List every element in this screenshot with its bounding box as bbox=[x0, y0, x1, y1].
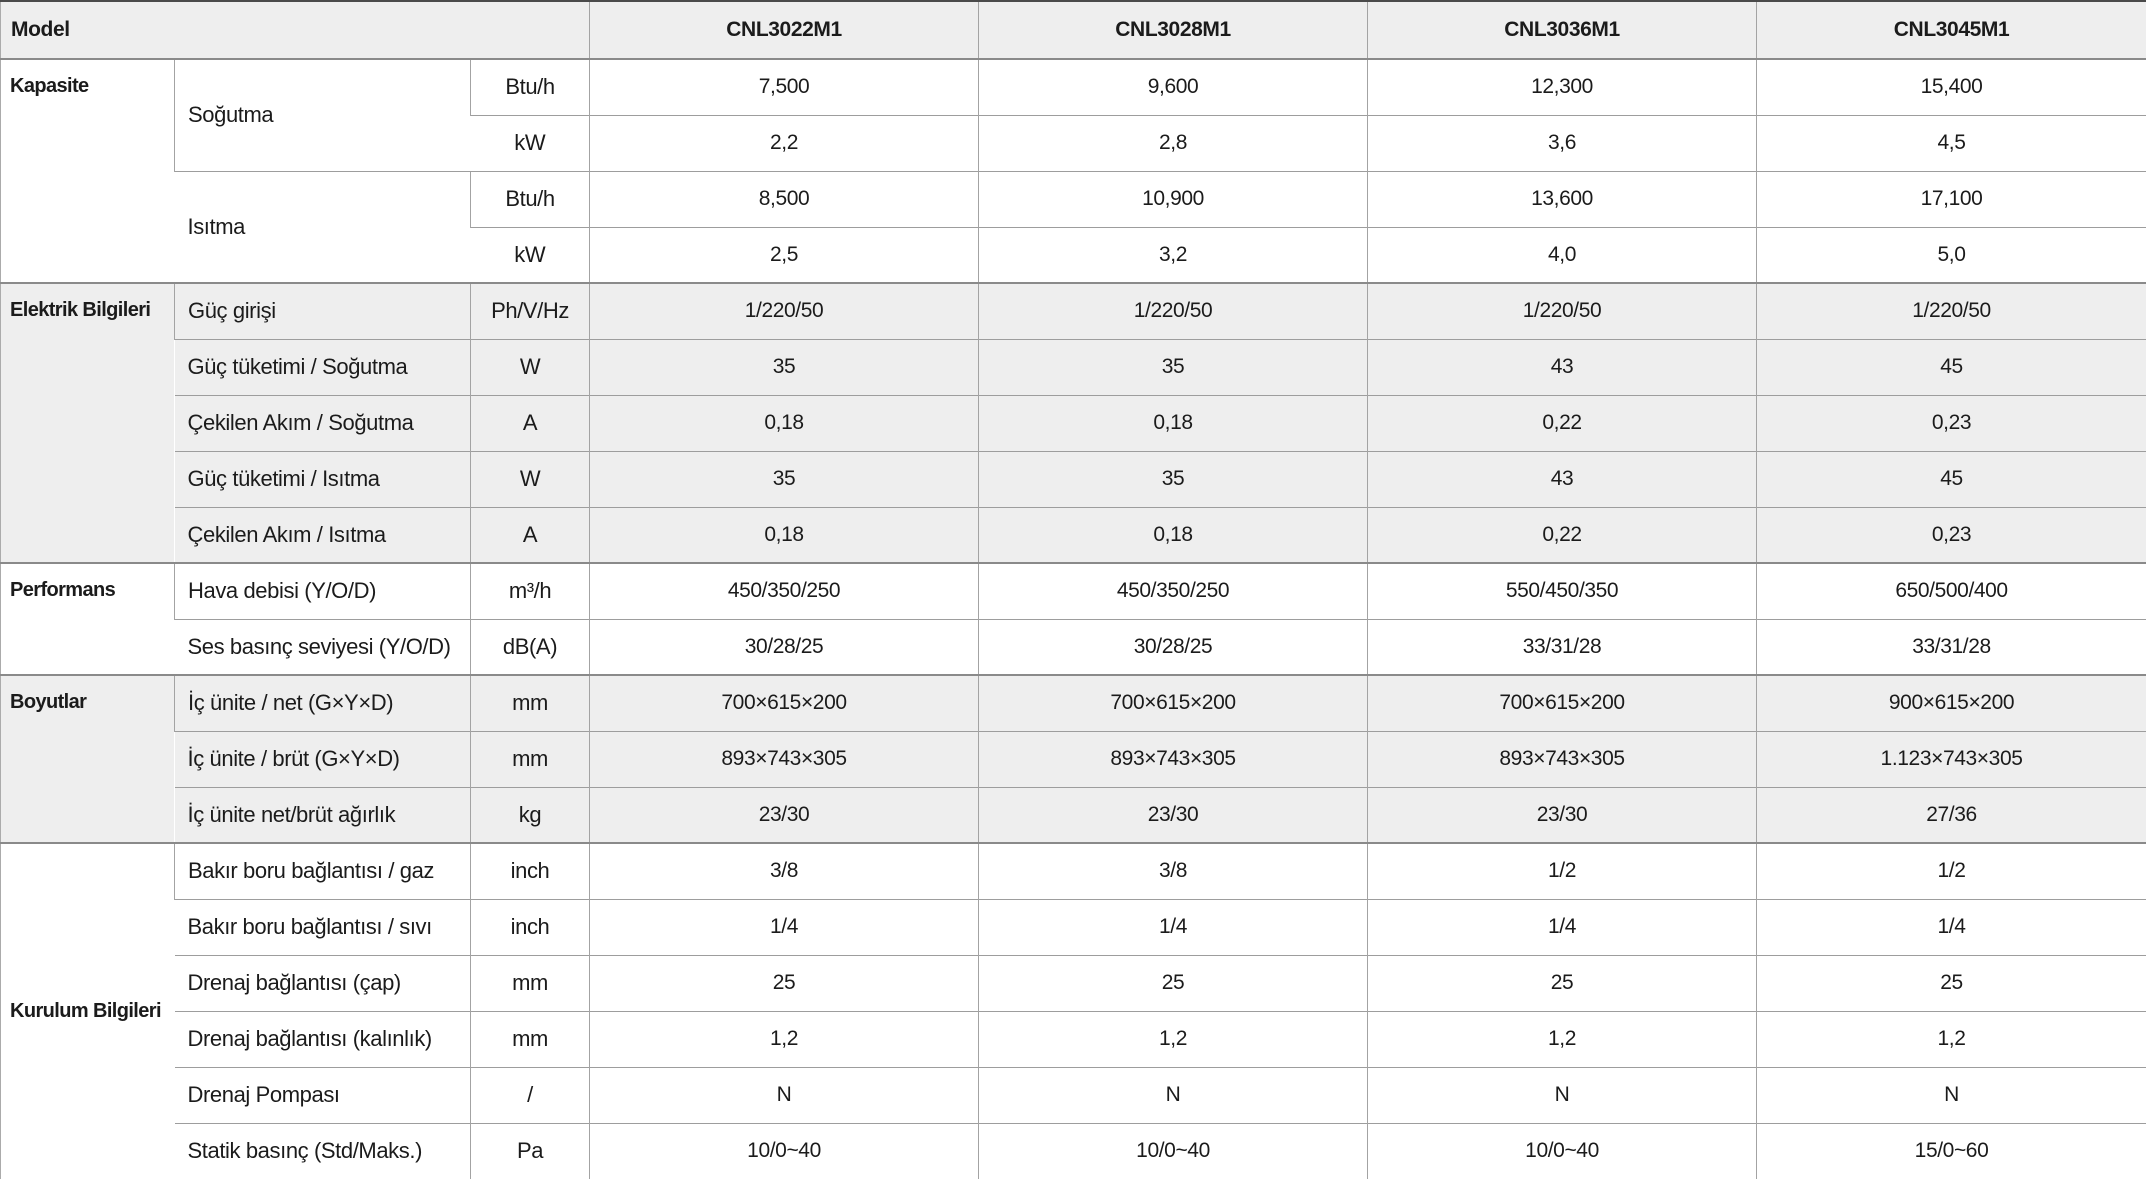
value-cell: 15/0~60 bbox=[1757, 1123, 2146, 1179]
value-cell: 450/350/250 bbox=[590, 563, 979, 619]
table-row bbox=[1, 507, 2146, 563]
row-label-cell: Soğutma bbox=[175, 59, 471, 171]
value-cell: N bbox=[979, 1067, 1368, 1123]
unit-cell: Ph/V/Hz bbox=[471, 283, 590, 339]
value-cell: 900×615×200 bbox=[1757, 675, 2146, 731]
value-cell: 650/500/400 bbox=[1757, 563, 2146, 619]
value-cell: 1/2 bbox=[1368, 843, 1757, 899]
unit-cell: inch bbox=[471, 843, 590, 899]
row-label-cell: Statik basınç (Std/Maks.) bbox=[175, 1123, 471, 1179]
row-label-cell: İç ünite net/brüt ağırlık bbox=[175, 787, 471, 843]
table-header-row bbox=[1, 1, 2146, 59]
row-label-cell: Hava debisi (Y/O/D) bbox=[175, 563, 471, 619]
unit-cell: Btu/h bbox=[471, 171, 590, 227]
row-label-cell: Bakır boru bağlantısı / sıvı bbox=[175, 899, 471, 955]
value-cell: 13,600 bbox=[1368, 171, 1757, 227]
value-cell: 30/28/25 bbox=[590, 619, 979, 675]
row-label-cell: Güç girişi bbox=[175, 283, 471, 339]
section-label-cell: Kurulum Bilgileri bbox=[1, 843, 175, 1179]
table-row bbox=[1, 283, 2146, 339]
unit-cell: m³/h bbox=[471, 563, 590, 619]
row-label-cell: Drenaj bağlantısı (kalınlık) bbox=[175, 1011, 471, 1067]
value-cell: 45 bbox=[1757, 451, 2146, 507]
unit-cell: mm bbox=[471, 1011, 590, 1067]
value-cell: 17,100 bbox=[1757, 171, 2146, 227]
model-name-cell: CNL3045M1 bbox=[1757, 1, 2146, 59]
value-cell: 2,8 bbox=[979, 115, 1368, 171]
table-row bbox=[1, 563, 2146, 619]
value-cell: 5,0 bbox=[1757, 227, 2146, 283]
unit-cell: mm bbox=[471, 675, 590, 731]
unit-cell: kW bbox=[471, 115, 590, 171]
value-cell: 27/36 bbox=[1757, 787, 2146, 843]
table-row bbox=[1, 675, 2146, 731]
value-cell: 23/30 bbox=[979, 787, 1368, 843]
value-cell: 893×743×305 bbox=[979, 731, 1368, 787]
value-cell: 1/4 bbox=[590, 899, 979, 955]
value-cell: 1/4 bbox=[979, 899, 1368, 955]
unit-cell: mm bbox=[471, 955, 590, 1011]
value-cell: 35 bbox=[590, 451, 979, 507]
model-name-cell: CNL3028M1 bbox=[979, 1, 1368, 59]
table-row bbox=[1, 171, 2146, 227]
model-name-cell: CNL3036M1 bbox=[1368, 1, 1757, 59]
value-cell: 45 bbox=[1757, 339, 2146, 395]
value-cell: 1/4 bbox=[1368, 899, 1757, 955]
value-cell: 1/4 bbox=[1757, 899, 2146, 955]
value-cell: 550/450/350 bbox=[1368, 563, 1757, 619]
table-row bbox=[1, 451, 2146, 507]
value-cell: 893×743×305 bbox=[1368, 731, 1757, 787]
value-cell: 35 bbox=[979, 451, 1368, 507]
value-cell: 10/0~40 bbox=[590, 1123, 979, 1179]
value-cell: 2,5 bbox=[590, 227, 979, 283]
value-cell: 25 bbox=[979, 955, 1368, 1011]
value-cell: 3,6 bbox=[1368, 115, 1757, 171]
value-cell: 1/2 bbox=[1757, 843, 2146, 899]
value-cell: 35 bbox=[979, 339, 1368, 395]
value-cell: 30/28/25 bbox=[979, 619, 1368, 675]
value-cell: 4,0 bbox=[1368, 227, 1757, 283]
value-cell: 33/31/28 bbox=[1368, 619, 1757, 675]
value-cell: 2,2 bbox=[590, 115, 979, 171]
value-cell: 0,18 bbox=[590, 395, 979, 451]
table-row bbox=[1, 955, 2146, 1011]
value-cell: 4,5 bbox=[1757, 115, 2146, 171]
unit-cell: inch bbox=[471, 899, 590, 955]
table-row bbox=[1, 731, 2146, 787]
value-cell: 10/0~40 bbox=[1368, 1123, 1757, 1179]
row-label-cell: İç ünite / net (G×Y×D) bbox=[175, 675, 471, 731]
table-row bbox=[1, 1123, 2146, 1179]
value-cell: 1.123×743×305 bbox=[1757, 731, 2146, 787]
value-cell: 0,22 bbox=[1368, 395, 1757, 451]
row-label-cell: Çekilen Akım / Soğutma bbox=[175, 395, 471, 451]
unit-cell: W bbox=[471, 451, 590, 507]
unit-cell: Pa bbox=[471, 1123, 590, 1179]
unit-cell: kg bbox=[471, 787, 590, 843]
value-cell: 33/31/28 bbox=[1757, 619, 2146, 675]
row-label-cell: Drenaj Pompası bbox=[175, 1067, 471, 1123]
value-cell: 0,22 bbox=[1368, 507, 1757, 563]
value-cell: 8,500 bbox=[590, 171, 979, 227]
value-cell: N bbox=[1757, 1067, 2146, 1123]
value-cell: 450/350/250 bbox=[979, 563, 1368, 619]
value-cell: 1/220/50 bbox=[1368, 283, 1757, 339]
value-cell: 3,2 bbox=[979, 227, 1368, 283]
value-cell: 12,300 bbox=[1368, 59, 1757, 115]
value-cell: 43 bbox=[1368, 451, 1757, 507]
value-cell: 3/8 bbox=[590, 843, 979, 899]
value-cell: 1/220/50 bbox=[1757, 283, 2146, 339]
value-cell: 0,18 bbox=[590, 507, 979, 563]
row-label-cell: Güç tüketimi / Soğutma bbox=[175, 339, 471, 395]
unit-cell: Btu/h bbox=[471, 59, 590, 115]
row-label-cell: Drenaj bağlantısı (çap) bbox=[175, 955, 471, 1011]
value-cell: 23/30 bbox=[1368, 787, 1757, 843]
unit-cell: dB(A) bbox=[471, 619, 590, 675]
value-cell: 700×615×200 bbox=[979, 675, 1368, 731]
value-cell: 35 bbox=[590, 339, 979, 395]
value-cell: 1/220/50 bbox=[590, 283, 979, 339]
value-cell: 10,900 bbox=[979, 171, 1368, 227]
value-cell: 9,600 bbox=[979, 59, 1368, 115]
row-label-cell: Güç tüketimi / Isıtma bbox=[175, 451, 471, 507]
section-label-cell: Performans bbox=[1, 563, 175, 675]
value-cell: 43 bbox=[1368, 339, 1757, 395]
value-cell: 1/220/50 bbox=[979, 283, 1368, 339]
value-cell: 0,18 bbox=[979, 507, 1368, 563]
value-cell: 1,2 bbox=[1368, 1011, 1757, 1067]
table-row bbox=[1, 619, 2146, 675]
value-cell: 23/30 bbox=[590, 787, 979, 843]
table-row bbox=[1, 1011, 2146, 1067]
value-cell: 1,2 bbox=[979, 1011, 1368, 1067]
value-cell: 0,23 bbox=[1757, 507, 2146, 563]
row-label-cell: Çekilen Akım / Isıtma bbox=[175, 507, 471, 563]
value-cell: 1,2 bbox=[590, 1011, 979, 1067]
table-row bbox=[1, 339, 2146, 395]
row-label-cell: Isıtma bbox=[175, 171, 471, 283]
section-label-cell: Elektrik Bilgileri bbox=[1, 283, 175, 563]
value-cell: 7,500 bbox=[590, 59, 979, 115]
section-label-cell: Kapasite bbox=[1, 59, 175, 283]
unit-cell: W bbox=[471, 339, 590, 395]
section-label-cell: Boyutlar bbox=[1, 675, 175, 843]
value-cell: 25 bbox=[590, 955, 979, 1011]
value-cell: 700×615×200 bbox=[590, 675, 979, 731]
table-row bbox=[1, 843, 2146, 899]
unit-cell: / bbox=[471, 1067, 590, 1123]
table-row bbox=[1, 899, 2146, 955]
row-label-cell: Ses basınç seviyesi (Y/O/D) bbox=[175, 619, 471, 675]
value-cell: N bbox=[1368, 1067, 1757, 1123]
model-name-cell: CNL3022M1 bbox=[590, 1, 979, 59]
value-cell: 25 bbox=[1368, 955, 1757, 1011]
unit-cell: A bbox=[471, 507, 590, 563]
value-cell: 25 bbox=[1757, 955, 2146, 1011]
value-cell: 3/8 bbox=[979, 843, 1368, 899]
table-row bbox=[1, 1067, 2146, 1123]
table-row bbox=[1, 59, 2146, 115]
table-row bbox=[1, 787, 2146, 843]
row-label-cell: İç ünite / brüt (G×Y×D) bbox=[175, 731, 471, 787]
unit-cell: A bbox=[471, 395, 590, 451]
value-cell: 10/0~40 bbox=[979, 1123, 1368, 1179]
value-cell: 893×743×305 bbox=[590, 731, 979, 787]
value-cell: 1,2 bbox=[1757, 1011, 2146, 1067]
unit-cell: kW bbox=[471, 227, 590, 283]
model-header-cell: Model bbox=[1, 1, 590, 59]
value-cell: 0,18 bbox=[979, 395, 1368, 451]
table-row bbox=[1, 395, 2146, 451]
value-cell: N bbox=[590, 1067, 979, 1123]
value-cell: 15,400 bbox=[1757, 59, 2146, 115]
value-cell: 700×615×200 bbox=[1368, 675, 1757, 731]
row-label-cell: Bakır boru bağlantısı / gaz bbox=[175, 843, 471, 899]
unit-cell: mm bbox=[471, 731, 590, 787]
value-cell: 0,23 bbox=[1757, 395, 2146, 451]
